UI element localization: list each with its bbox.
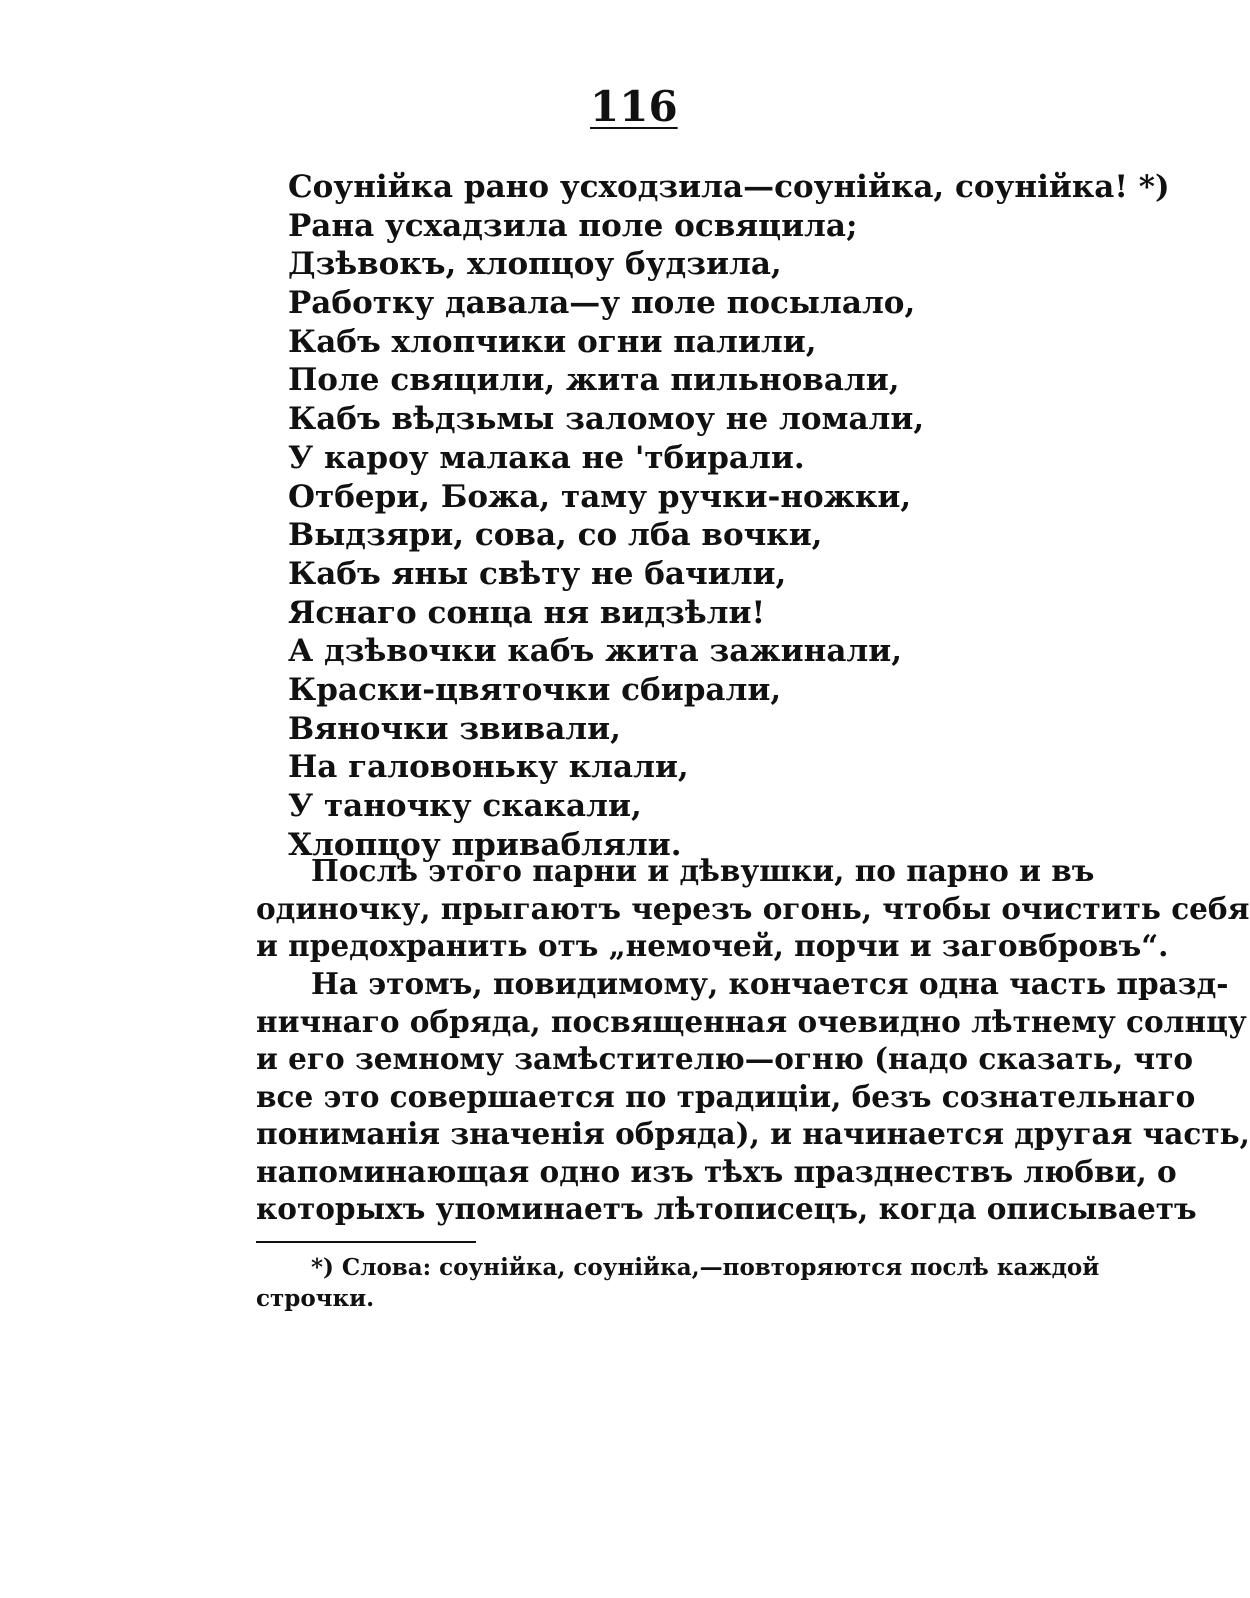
poem-line: Поле свяцили, жита пильновали, (288, 362, 900, 399)
poem-line: На галовоньку клали, (288, 749, 689, 786)
poem-line: Яснаго сонца ня видзѣли! (288, 594, 766, 631)
footnote-divider (256, 1241, 476, 1243)
poem-line: У кароу малака не 'тбирали. (288, 439, 805, 476)
poem-line: Кабъ хлопчики огни палили, (288, 323, 817, 360)
poem-line: Соунiйка рано усходзила—соунiйка, соунiйка! *) (288, 169, 1170, 205)
paragraph-line: все это совершается по традицiи, безъ сознательнаго (256, 1078, 1196, 1114)
footnote (256, 1252, 1100, 1314)
poem-line: Краски-цвяточки сбирали, (288, 671, 782, 708)
poem (288, 168, 1170, 864)
poem-line: Выдзяри, сова, со лба вочки, (288, 517, 823, 554)
paragraph-line: На этомъ, повидимому, кончается одна часть празд- (311, 966, 1229, 1001)
paragraph-line: которыхъ упоминаетъ лѣтописецъ, когда описываетъ (256, 1191, 1197, 1226)
poem-line: Хлопцоу привабляли. (288, 826, 682, 863)
paragraph-2 (256, 965, 1250, 1228)
poem-line: У таночку скакали, (288, 788, 642, 824)
paragraph-line: пониманiя значенiя обряда), и начинается другая часть, (256, 1116, 1250, 1151)
footnote-line: *) Слова: соунiйка, соунiйка,—повторяются послѣ каждой (311, 1254, 1100, 1281)
paragraph-line: напоминающая одно изъ тѣхъ празднествъ любви, о (256, 1153, 1177, 1189)
poem-line: Кабъ яны свѣту не бачили, (288, 555, 787, 592)
poem-line: Вяночки звивали, (288, 710, 621, 747)
poem-line: Кабъ вѣдзьмы заломоу не ломали, (288, 401, 925, 438)
poem-line: Рана усхадзила поле освяцила; (288, 207, 858, 244)
paragraph-line: и предохранить отъ „немочей, порчи и заговбровъ“. (256, 928, 1169, 963)
paragraph-line: и его земному замѣстителю—огню (надо сказать, что (256, 1041, 1194, 1076)
footnote-line: строчки. (256, 1285, 375, 1312)
poem-line: А дзѣвочки кабъ жита зажинали, (288, 633, 903, 670)
paragraph-1 (256, 852, 1250, 965)
poem-line: Дзѣвокъ, хлопцоу будзила, (288, 246, 782, 283)
paragraph-line: ничнаго обряда, посвященная очевидно лѣтнему солнцу (256, 1003, 1247, 1039)
page-number: 116 (590, 82, 678, 131)
poem-line: Работку давала—у поле посылало, (288, 285, 916, 322)
paragraph-line: Послѣ этого парни и дѣвушки, по парно и въ (311, 853, 1095, 888)
poem-line: Отбери, Божа, таму ручки-ножки, (288, 478, 912, 515)
paragraph-line: одиночку, прыгаютъ черезъ огонь, чтобы очистить себя (256, 890, 1250, 926)
